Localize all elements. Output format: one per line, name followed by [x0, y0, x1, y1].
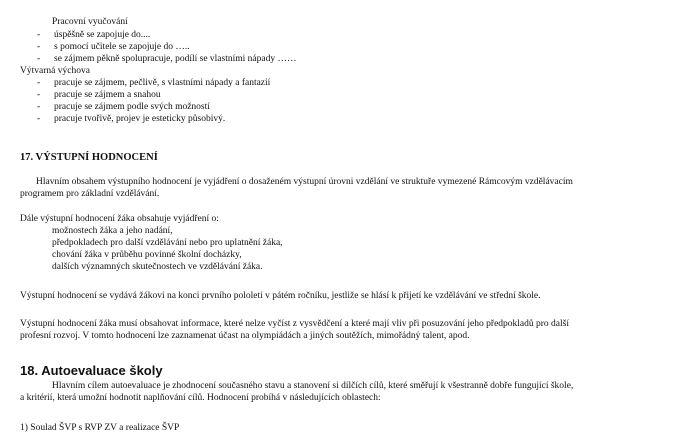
section-18-para-line1: Hlavním cílem autoevaluace je zhodnocení současného stavu a stanovení si dílčích cílů, které směřují k všestranně dobře fungující škole,	[52, 381, 574, 391]
bullet-dash: -	[37, 114, 41, 124]
pracovni-item-3: se zájmem pěkně spolupracuje, podílí se vlastními nápady ……	[54, 54, 297, 64]
section-17-para3-line1: Výstupní hodnocení žáka musí obsahovat informace, které nelze vyčíst z vysvědčení a které mají vliv při posuzování jeho předpokladů pro další	[20, 319, 569, 329]
section-17-item-3: chování žáka v průběhu povinné školní docházky,	[52, 250, 242, 260]
vytvarna-item-4: pracuje tvořivě, projev je esteticky působivý.	[54, 114, 226, 124]
pracovni-heading: Pracovní vyučování	[52, 17, 128, 27]
pracovni-item-2: s pomocí učitele se zapojuje do …..	[54, 42, 190, 52]
bullet-dash: -	[37, 30, 41, 40]
section-17-item-1: možnostech žáka a jeho nadání,	[52, 226, 173, 236]
section-17-item-4: dalších významných skutečnostech ve vzdělávání žáka.	[52, 262, 263, 272]
vytvarna-item-3: pracuje se zájmem podle svých možností	[54, 102, 210, 112]
section-18-title: 18. Autoevaluace školy	[20, 363, 163, 378]
bullet-dash: -	[37, 42, 41, 52]
section-17-para1-line1: Hlavním obsahem výstupního hodnocení je vyjádření o dosaženém výstupní úrovni vzdělání ve struktuře vymezené Rámcovým vzdělávacím	[36, 177, 573, 187]
bullet-dash: -	[37, 90, 41, 100]
bullet-dash: -	[37, 78, 41, 88]
section-17-para2: Výstupní hodnocení se vydává žákovi na konci prvního pololetí v pátém ročníku, jestliže se hlásí k přijetí ke vzdělávání ve střední škole.	[20, 291, 541, 301]
section-17-title: 17. VÝSTUPNÍ HODNOCENÍ	[20, 152, 158, 163]
pracovni-item-1: úspěšně se zapojuje do....	[54, 30, 151, 40]
bullet-dash: -	[37, 102, 41, 112]
vytvarna-item-2: pracuje se zájmem a snahou	[54, 90, 161, 100]
section-18-item-1: 1) Soulad ŠVP s RVP ZV a realizace ŠVP	[20, 423, 180, 433]
section-17-para3-line2: profesní rozvoj. V tomto hodnocení lze zaznamenat účast na olympiádách a jiných soutěžích, mimořádný talent, apod.	[20, 331, 470, 341]
section-18-para-line2: a kritérií, která umožní hodnotit naplňování cílů. Hodnocení probíhá v následujících oblastech:	[20, 393, 381, 403]
bullet-dash: -	[37, 54, 41, 64]
vytvarna-item-1: pracuje se zájmem, pečlivě, s vlastními nápady a fantazií	[54, 78, 271, 88]
section-17-para1-line2: programem pro základní vzdělávání.	[20, 189, 160, 199]
section-17-intro: Dále výstupní hodnocení žáka obsahuje vyjádření o:	[20, 214, 219, 224]
section-17-item-2: předpokladech pro další vzdělávání nebo pro uplatnění žáka,	[52, 238, 283, 248]
vytvarna-heading: Výtvarná výchova	[20, 66, 90, 76]
